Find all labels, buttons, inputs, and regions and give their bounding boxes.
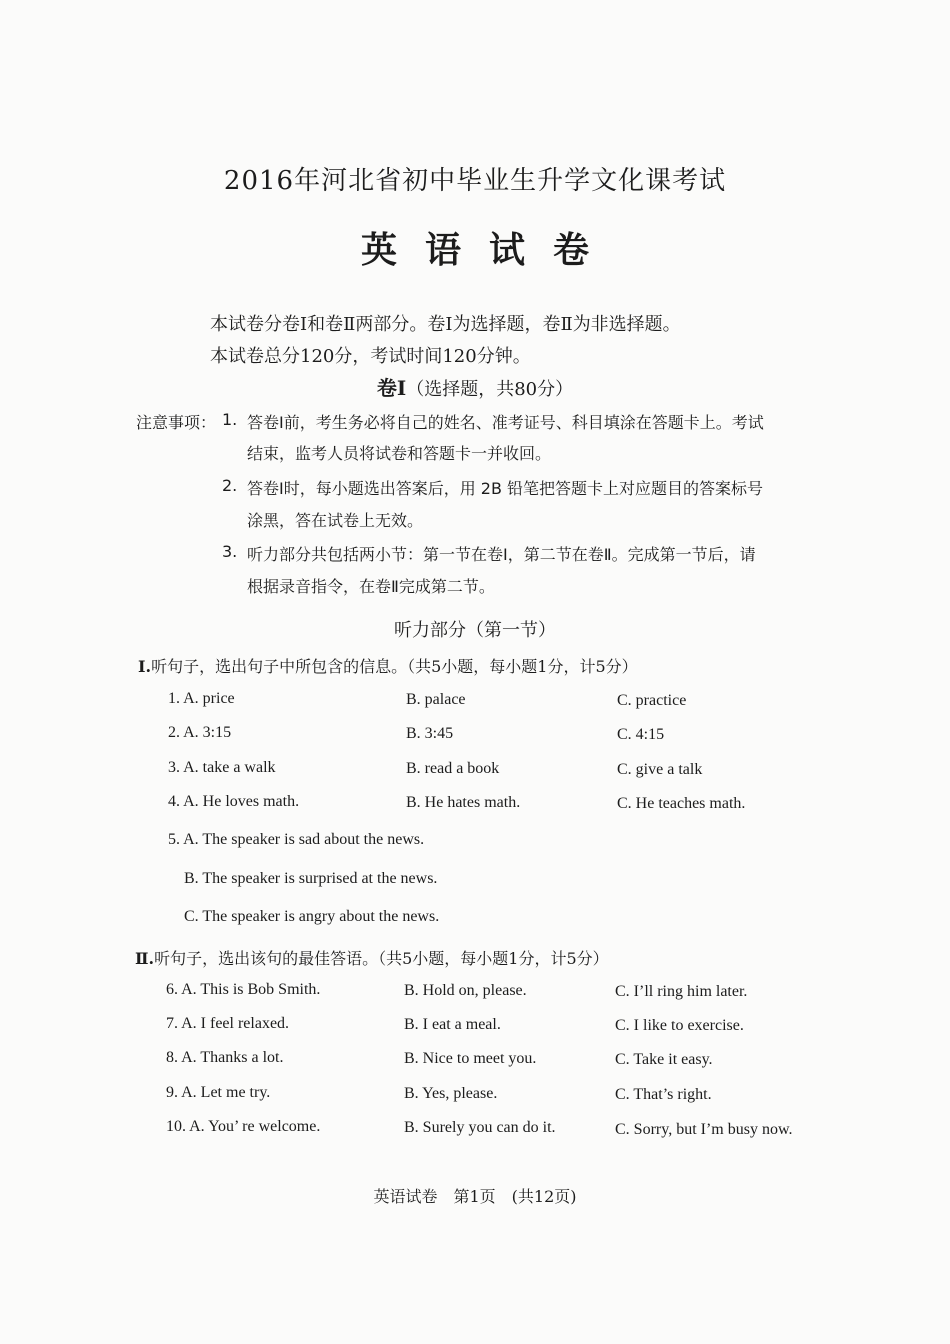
q1-option-c: C. practice [617,692,687,709]
section-2-instruction: 听句子，选出该句的最佳答语。 [154,949,379,968]
q1-option-a: 1. A. price [168,690,235,707]
notice-item-2-line-1: 答卷Ⅰ时，每小题选出答案后，用 2B 铅笔把答题卡上对应题目的答案标号 [247,479,764,498]
q6-option-c: C. I’ll ring him later. [615,983,748,1000]
q6-option-b: B. Hold on, please. [404,982,527,999]
q7-option-b: B. I eat a meal. [404,1016,501,1033]
notice-item-1-line-2: 结束，监考人员将试卷和答题卡一并收回。 [247,444,552,463]
section-1-instruction: 听句子，选出句子中所包含的信息。 [151,657,408,676]
q3-option-c: C. give a talk [617,761,703,778]
q7-option-a: 7. A. I feel relaxed. [166,1015,290,1032]
section-2-rule: （共5小题，每小题1分，计5分） [378,949,609,968]
q9-option-b: B. Yes, please. [404,1085,498,1102]
notice-item-3-num: 3. [222,542,238,561]
q3-option-a: 3. A. take a walk [168,759,276,776]
q9-option-a: 9. A. Let me try. [166,1084,271,1101]
q4-option-b: B. He hates math. [406,794,521,811]
exam-title: 2016年河北省初中毕业生升学文化课考试 [223,166,727,196]
section-1-number: Ⅰ. [138,657,152,676]
section-2-number: Ⅱ. [135,949,155,968]
q5-option-c: C. The speaker is angry about the news. [184,908,440,925]
q10-option-c: C. Sorry, but I’m busy now. [615,1121,793,1138]
q2-option-b: B. 3:45 [406,725,454,742]
q4-option-a: 4. A. He loves math. [168,793,300,810]
q10-option-b: B. Surely you can do it. [404,1119,556,1136]
q1-option-b: B. palace [406,691,466,708]
q5-option-b: B. The speaker is surprised at the news. [184,870,438,887]
notice-item-1-num: 1. [222,410,238,429]
notice-label: 注意事项： [136,413,217,432]
part-title-main: 卷Ⅰ [376,376,407,400]
section-1-heading [138,654,638,677]
intro-line-1: 本试卷分卷Ⅰ和卷Ⅱ两部分。卷Ⅰ为选择题，卷Ⅱ为非选择题。 [210,314,681,335]
listening-title: 听力部分（第一节） [394,620,556,641]
q2-option-c: C. 4:15 [617,726,665,743]
q6-option-a: 6. A. This is Bob Smith. [166,981,321,998]
q8-option-c: C. Take it easy. [615,1051,713,1068]
q8-option-b: B. Nice to meet you. [404,1050,537,1067]
notice-item-2-num: 2. [222,476,238,495]
notice-item-2-line-2: 涂黑，答在试卷上无效。 [247,511,424,530]
q10-option-a: 10. A. You’ re welcome. [166,1118,321,1135]
q8-option-a: 8. A. Thanks a lot. [166,1049,284,1066]
part-title [0,372,950,401]
q2-option-a: 2. A. 3:15 [168,724,232,741]
notice-item-1-line-1: 答卷Ⅰ前，考生务必将自己的姓名、准考证号、科目填涂在答题卡上。考试 [247,413,764,432]
q4-option-c: C. He teaches math. [617,795,746,812]
q5-option-a: 5. A. The speaker is sad about the news. [168,831,425,848]
q9-option-c: C. That’s right. [615,1086,712,1103]
intro-line-2: 本试卷总分120分，考试时间120分钟。 [210,346,531,367]
subject-title: 英语试卷 [360,229,617,271]
section-1-rule: （共5小题，每小题1分，计5分） [407,657,638,676]
page-footer: 英语试卷 第1页 (共12页) [373,1187,577,1206]
part-title-subtitle: （选择题，共80分） [406,379,574,400]
notice-item-3-line-1: 听力部分共包括两小节：第一节在卷Ⅰ，第二节在卷Ⅱ。完成第一节后，请 [247,545,756,564]
q3-option-b: B. read a book [406,760,500,777]
section-2-heading [135,946,609,969]
notice-item-3-line-2: 根据录音指令，在卷Ⅱ完成第二节。 [247,577,495,596]
q7-option-c: C. I like to exercise. [615,1017,744,1034]
